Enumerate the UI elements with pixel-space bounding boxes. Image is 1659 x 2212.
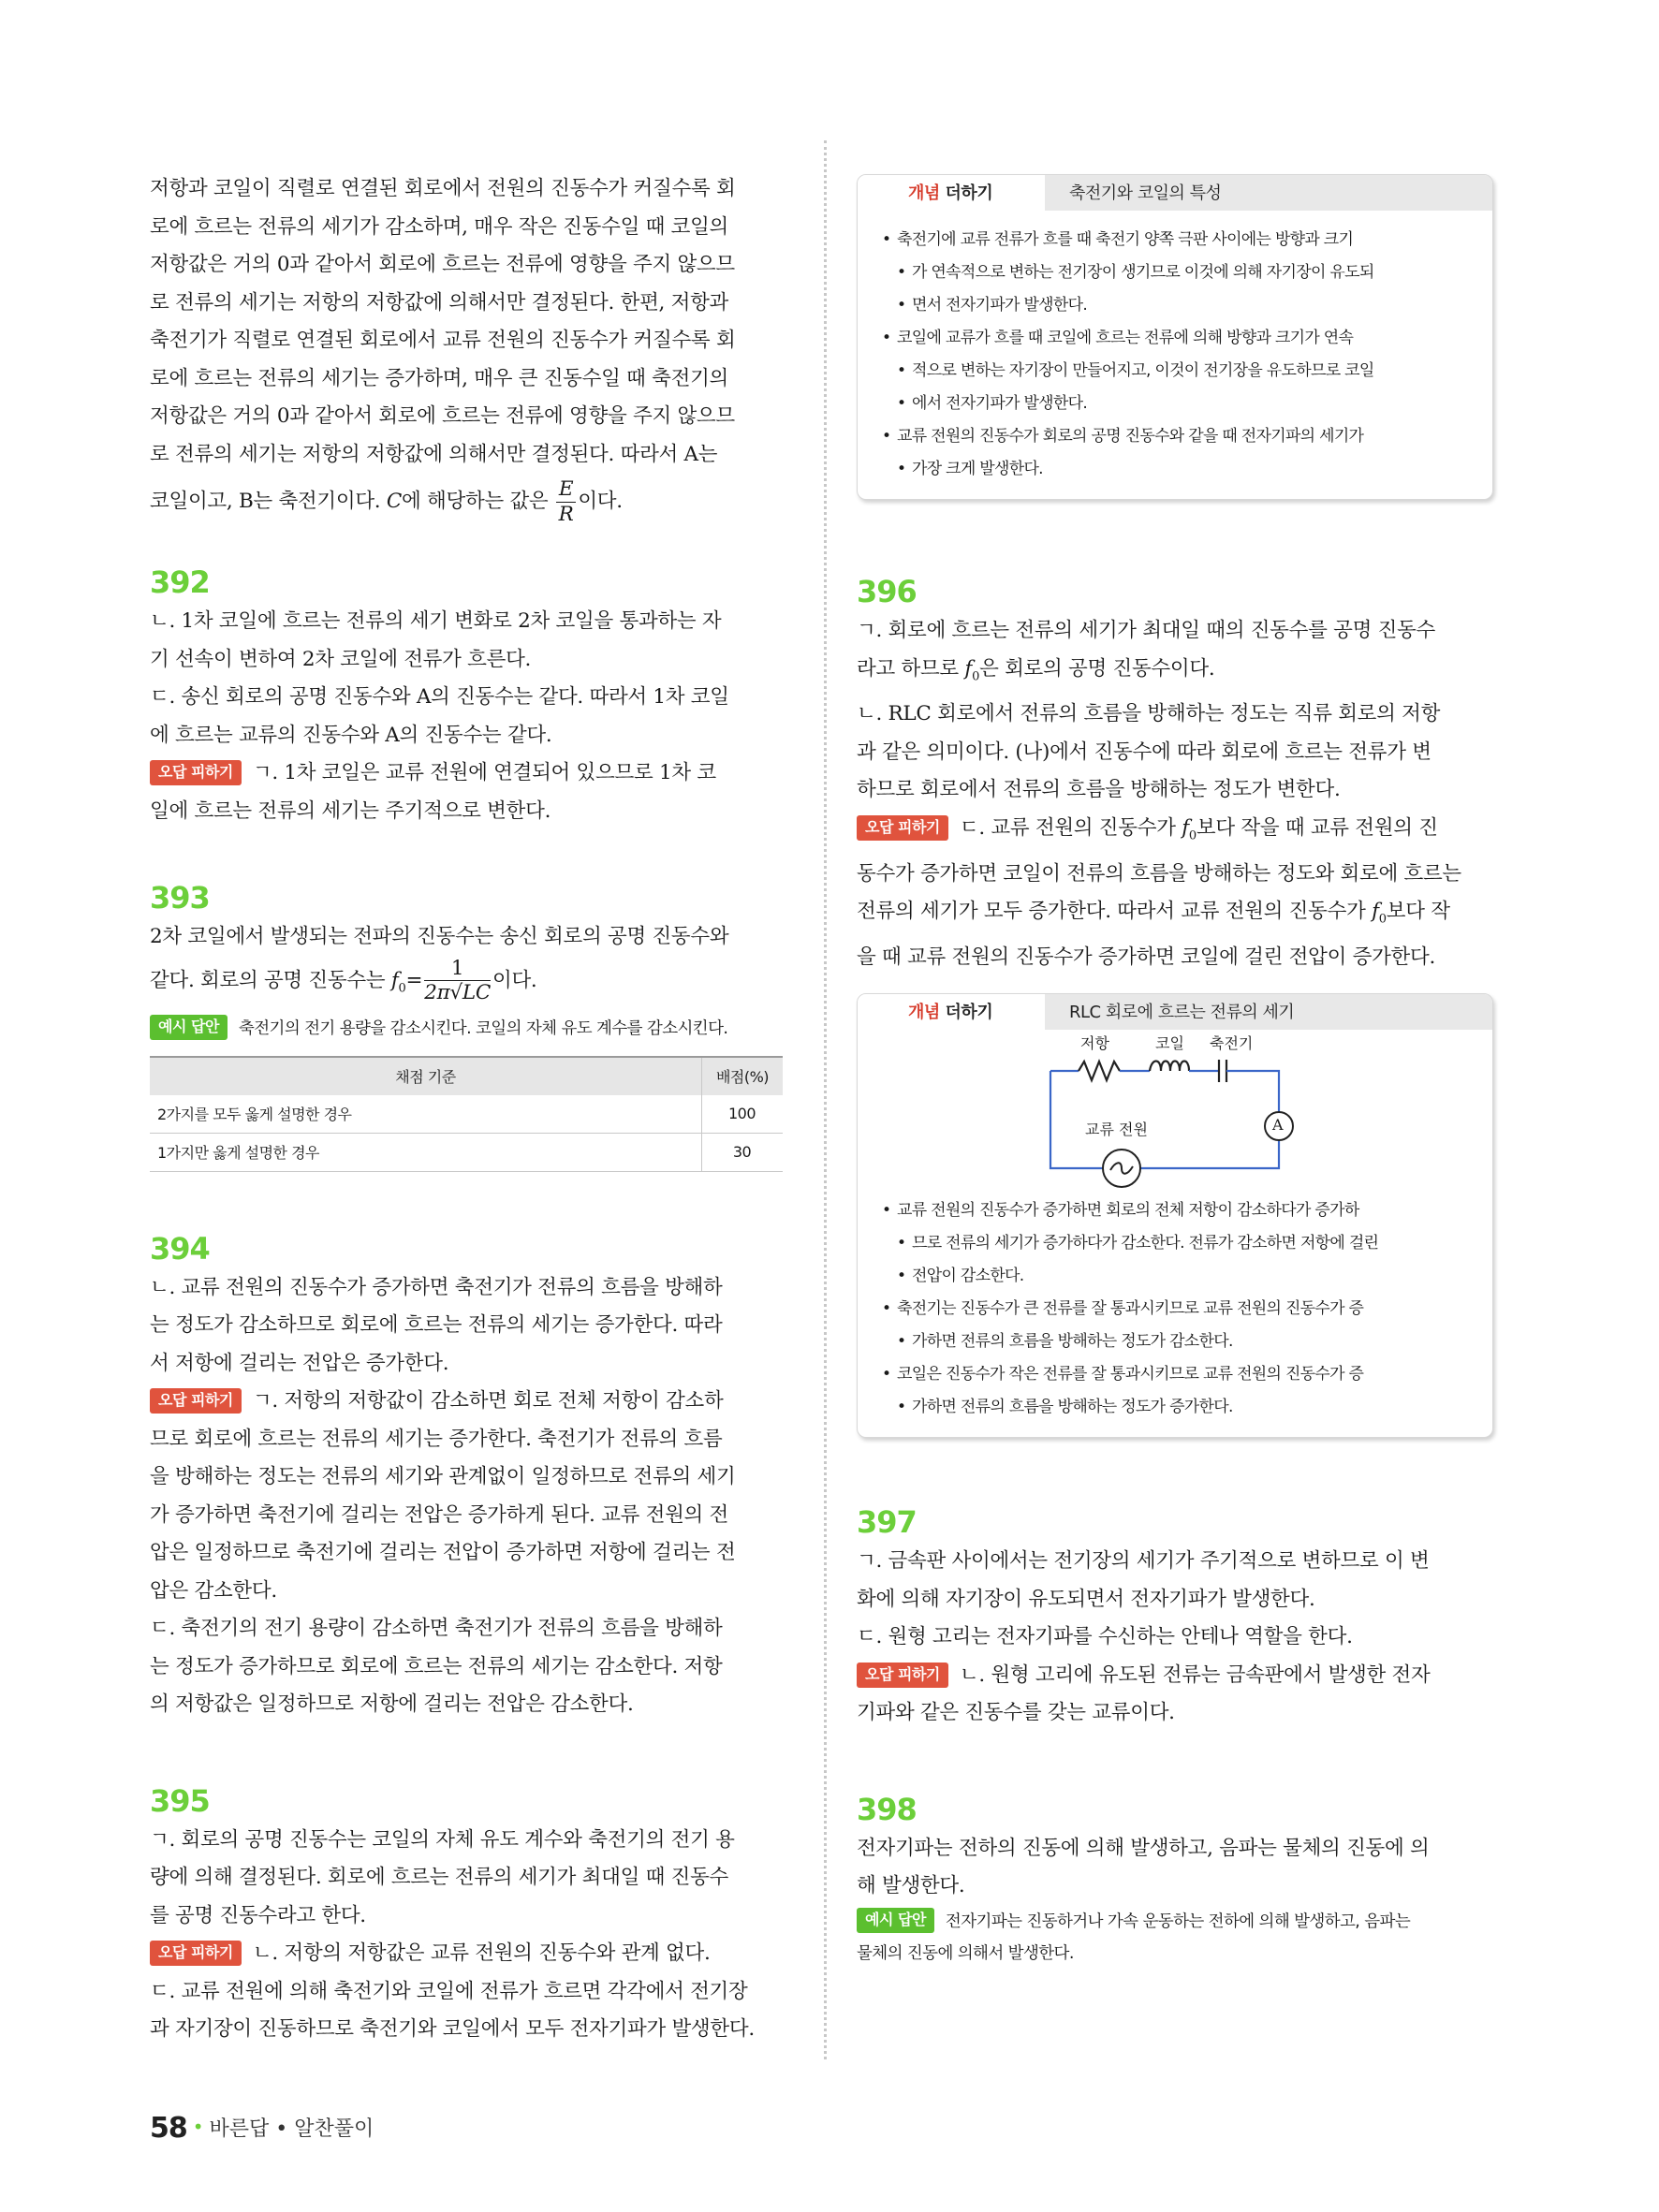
text-span: ㄱ. 저항의 저항값이 감소하면 회로 전체 저항이 감소하 — [252, 1389, 724, 1414]
question-number: 398 — [857, 1791, 917, 1827]
tab-label-red: 개념 — [908, 1003, 940, 1023]
resonance-frequency-fraction — [424, 956, 491, 1004]
tab-label-red: 개념 — [908, 183, 940, 203]
bullet-continuation — [882, 1326, 1470, 1358]
text-span: 2π — [424, 981, 450, 1004]
text-span: 가하면 전류의 흐름을 방해하는 정도가 증가한다. — [912, 1398, 1233, 1417]
answer-397 — [857, 1503, 1503, 1733]
subscript: 0 — [398, 980, 406, 995]
right-column — [857, 174, 1503, 1970]
text-span: 보다 작을 때 교류 전원의 진 — [1196, 815, 1438, 840]
avoid-wrong-line — [857, 810, 1503, 856]
fraction-numerator: E — [556, 479, 576, 503]
table-cell: 30 — [702, 1133, 784, 1171]
text-line: 저항값은 거의 0과 같아서 회로에 흐르는 전류에 영향을 주지 않으므 — [150, 253, 735, 276]
box-title: RLC 회로에 흐르는 전류의 세기 — [1069, 1003, 1295, 1023]
example-answer-line — [150, 1013, 786, 1045]
bullet-continuation — [882, 289, 1470, 322]
table-row — [150, 1133, 783, 1171]
text-line: ㄱ. 회로의 공명 진동수는 코일의 자체 유도 계수와 축전기의 전기 용 — [150, 1827, 735, 1852]
text-line: 일에 흐르는 전류의 세기는 주기적으로 변한다. — [150, 798, 551, 823]
text-line: 저항값은 거의 0과 같아서 회로에 흐르는 전류에 영향을 주지 않으므 — [150, 404, 735, 428]
page-footer — [150, 2112, 374, 2145]
text-line: 기 선속이 변하여 2차 코일에 전류가 흐른다. — [150, 647, 532, 671]
question-number: 397 — [857, 1504, 917, 1541]
text-line: 서 저항에 걸리는 전압은 증가한다. — [150, 1351, 449, 1375]
bullet-continuation — [882, 355, 1470, 388]
text-line: 로에 흐르는 전류의 세기는 증가하며, 매우 큰 진동수일 때 축전기의 — [150, 366, 729, 390]
text-line: 의 저항값은 일정하므로 저항에 걸리는 전압은 감소한다. — [150, 1692, 634, 1717]
coil-label: 코일 — [1155, 1034, 1184, 1053]
bullet-item — [882, 224, 1470, 322]
question-number: 395 — [150, 1782, 210, 1819]
left-column — [150, 170, 786, 2049]
coil-symbol — [1150, 1062, 1189, 1072]
text-span: 라고 하므로 — [857, 656, 965, 681]
text-line: 에 흐르는 교류의 진동수와 A의 진동수는 같다. — [150, 723, 552, 747]
text-span: ㄱ. 1차 코일은 교류 전원에 연결되어 있으므로 1차 코 — [252, 761, 716, 784]
text-span: 적으로 변하는 자기장이 만들어지고, 이것이 전기장을 유도하므로 코일 — [912, 361, 1374, 380]
text-line: ㄱ. 회로에 흐르는 전류의 세기가 최대일 때의 진동수를 공명 진동수 — [857, 619, 1436, 642]
resistor-symbol — [1079, 1062, 1120, 1080]
text-span: 이다. — [492, 968, 537, 992]
avoid-wrong-tag: 오답 피하기 — [150, 1388, 242, 1414]
text-line: 을 때 교류 전원의 진동수가 증가하면 코일에 걸린 전압이 증가한다. — [857, 945, 1436, 969]
text-line: 전자기파는 전하의 진동에 의해 발생하고, 음파는 물체의 진동에 의 — [857, 1836, 1430, 1860]
page-number: 58 — [150, 2112, 187, 2145]
text-line: 는 정도가 감소하므로 회로에 흐르는 전류의 세기는 증가한다. 따라 — [150, 1313, 723, 1338]
text-line: 동수가 증가하면 코일이 전류의 흐름을 방해하는 정도와 회로에 흐르는 — [857, 861, 1461, 886]
variable-f: f — [964, 656, 973, 681]
text-span: 가 연속적으로 변하는 전기장이 생기므로 이것에 의해 자기장이 유도되 — [912, 263, 1374, 282]
table-header: 배점(%) — [702, 1057, 784, 1095]
table-cell: 2가지를 모두 옳게 설명한 경우 — [150, 1095, 702, 1134]
question-number: 393 — [150, 880, 210, 916]
text-span: 이다. — [578, 490, 623, 513]
resistor-label: 저항 — [1080, 1034, 1109, 1053]
circuit-wire — [1140, 1140, 1279, 1168]
text-span: ㄴ. 원형 고리에 유도된 전류는 금속판에서 발생한 전자 — [959, 1663, 1431, 1687]
fraction-e-over-r — [556, 479, 576, 524]
text-span: 가하면 전류의 흐름을 방해하는 정도가 감소한다. — [912, 1332, 1233, 1352]
text-span: 전압이 감소한다. — [912, 1267, 1024, 1286]
text-line: ㄴ. RLC 회로에서 전류의 흐름을 방해하는 정도는 직류 회로의 저항 — [857, 702, 1441, 726]
variable-f: f — [1182, 815, 1189, 840]
text-line: 량에 의해 결정된다. 회로에 흐르는 전류의 세기가 최대일 때 진동수 — [150, 1866, 729, 1890]
fraction-denominator: R — [558, 502, 574, 526]
bullet-item — [882, 322, 1470, 420]
column-divider — [824, 140, 827, 2059]
text-line: ㄱ. 금속판 사이에서는 전기장의 세기가 주기적으로 변하므로 이 변 — [857, 1549, 1430, 1574]
concept-box-rlc-circuit — [857, 993, 1493, 1438]
variable-c: C — [386, 490, 403, 513]
answer-398 — [857, 1791, 1503, 1970]
question-number: 396 — [857, 574, 917, 609]
table-cell: 100 — [702, 1095, 784, 1134]
answer-396 — [857, 573, 1503, 976]
bullet-continuation — [882, 388, 1470, 420]
bullet-line: • 축전기는 진동수가 큰 전류를 잘 통과시키므로 교류 전원의 진동수가 증 — [882, 1293, 1470, 1326]
text-line: 는 정도가 증가하므로 회로에 흐르는 전류의 세기는 감소한다. 저항 — [150, 1654, 723, 1678]
text-span: 가장 크게 발생한다. — [912, 460, 1043, 478]
ac-source-label: 교류 전원 — [1085, 1121, 1148, 1139]
text-span: 같다. 회로의 공명 진동수는 — [150, 968, 391, 992]
bullet-dot-icon: • — [192, 2116, 204, 2138]
example-answer-text: 전자기파는 진동하거나 가속 운동하는 전하에 의해 발생하고, 음파는 — [945, 1912, 1411, 1931]
subscript: 0 — [1378, 912, 1387, 927]
avoid-wrong-line — [150, 1383, 786, 1421]
text-line-with-formula — [150, 957, 786, 1013]
text-line: 과 자기장이 진동하므로 축전기와 코일에서 모두 전자기파가 발생한다. — [150, 2017, 755, 2042]
text-span: 전류의 세기가 모두 증가한다. 따라서 교류 전원의 진동수가 — [857, 900, 1373, 924]
text-line: 로에 흐르는 전류의 세기가 감소하며, 매우 작은 진동수일 때 코일의 — [150, 214, 729, 239]
text-line: 을 방해하는 정도는 전류의 세기와 관계없이 일정하므로 전류의 세기 — [150, 1465, 736, 1489]
example-answer-line — [857, 1906, 1503, 1938]
avoid-wrong-tag: 오답 피하기 — [150, 760, 242, 785]
capacitor-label: 축전기 — [1210, 1034, 1254, 1053]
text-span: ㄷ. 교류 전원의 진동수가 — [959, 815, 1182, 840]
text-line: 하므로 회로에서 전류의 흐름을 방해하는 정도가 변한다. — [857, 778, 1341, 802]
text-line — [857, 651, 1503, 696]
text-span: 은 회로의 공명 진동수이다. — [979, 656, 1215, 681]
text-span: 코일이고, B는 축전기이다. — [150, 490, 387, 513]
text-line-with-fraction — [150, 479, 786, 524]
text-line: 저항과 코일이 직렬로 연결된 회로에서 전원의 진동수가 커질수록 회 — [150, 177, 736, 200]
avoid-wrong-line — [857, 1657, 1503, 1695]
bullet-line: • 코일에 교류가 흐를 때 코일에 흐르는 전류에 의해 방향과 크기가 연속 — [882, 322, 1470, 355]
equals-sign: = — [405, 968, 423, 992]
scoring-table — [150, 1056, 783, 1172]
circuit-wire — [1226, 1071, 1279, 1112]
box-tab — [858, 175, 1045, 211]
concept-box-capacitor-coil — [857, 174, 1493, 500]
text-line: ㄷ. 교류 전원에 의해 축전기와 코일에 전류가 흐르면 각각에서 전기장 — [150, 1979, 748, 2003]
answer-394 — [150, 1230, 786, 1724]
bullet-item — [882, 1194, 1470, 1293]
text-line: 2차 코일에서 발생되는 전파의 진동수는 송신 회로의 공명 진동수와 — [150, 925, 729, 948]
text-line: 압은 감소한다. — [150, 1578, 277, 1603]
example-answer-tag: 예시 답안 — [857, 1908, 934, 1933]
footer-label: 바른답 • 알찬풀이 — [209, 2117, 374, 2141]
text-line: ㄷ. 원형 고리는 전자기파를 수신하는 안테나 역할을 한다. — [857, 1625, 1353, 1649]
box-header — [858, 175, 1492, 211]
example-answer-tag: 예시 답안 — [150, 1015, 228, 1040]
box-body — [858, 1189, 1492, 1437]
circuit-svg — [858, 1030, 1492, 1189]
box-header — [858, 994, 1492, 1030]
fraction-denominator: 2π√LC — [424, 981, 491, 1004]
box-body — [858, 211, 1492, 499]
text-line — [857, 893, 1503, 939]
text-span: 면서 전자기파가 발생한다. — [912, 296, 1088, 315]
text-line: 해 발생한다. — [857, 1874, 965, 1898]
example-answer-text: 축전기의 전기 용량을 감소시킨다. 코일의 자체 유도 계수를 감소시킨다. — [238, 1018, 728, 1038]
box-title: 축전기와 코일의 특성 — [1069, 183, 1222, 203]
text-line: 므로 회로에 흐르는 전류의 세기는 증가한다. 축전기가 전류의 흐름 — [150, 1427, 723, 1451]
text-line: 과 같은 의미이다. (나)에서 진동수에 따라 회로에 흐르는 전류가 변 — [857, 740, 1431, 764]
text-line: 로 전류의 세기는 저항의 저항값에 의해서만 결정된다. 따라서 A는 — [150, 442, 718, 466]
text-line: 로 전류의 세기는 저항의 저항값에 의해서만 결정된다. 한편, 저항과 — [150, 290, 729, 315]
avoid-wrong-line — [150, 754, 786, 793]
example-answer-line: 물체의 진동에 의해서 발생한다. — [857, 1943, 1074, 1963]
radicand: LC — [462, 981, 491, 1004]
tab-label: 더하기 — [939, 1003, 993, 1023]
bullet-continuation — [882, 453, 1470, 486]
subscript: 0 — [972, 668, 980, 683]
text-line: 를 공명 진동수라고 한다. — [150, 1903, 366, 1927]
question-number: 394 — [150, 1230, 210, 1267]
variable-f: f — [390, 968, 399, 992]
text-line: 압은 일정하므로 축전기에 걸리는 전압이 증가하면 저항에 걸리는 전 — [150, 1541, 736, 1565]
rlc-circuit-diagram — [858, 1030, 1492, 1189]
bullet-continuation — [882, 1260, 1470, 1293]
bullet-line: • 교류 전원의 진동수가 회로의 공명 진동수와 같을 때 전자기파의 세기가 — [882, 420, 1470, 453]
table-header: 채점 기준 — [150, 1057, 702, 1095]
text-span: 에 해당하는 값은 — [402, 490, 554, 513]
subscript: 0 — [1188, 828, 1197, 843]
answer-392 — [150, 564, 786, 830]
text-span: 므로 전류의 세기가 증가하다가 감소한다. 전류가 감소하면 저항에 걸린 — [912, 1234, 1379, 1253]
capacitor-symbol — [1219, 1060, 1226, 1082]
text-line: ㄴ. 1차 코일에 흐르는 전류의 세기 변화로 2차 코일을 통과하는 자 — [150, 609, 722, 633]
fraction-numerator: 1 — [424, 959, 491, 982]
question-number: 392 — [150, 564, 210, 600]
bullet-line: • 교류 전원의 진동수가 증가하면 회로의 전체 저항이 감소하다가 증가하 — [882, 1194, 1470, 1227]
variable-f: f — [1372, 900, 1379, 924]
avoid-wrong-line — [150, 1935, 786, 1973]
text-span: ㄴ. 저항의 저항값은 교류 전원의 진동수와 관계 없다. — [252, 1941, 711, 1966]
avoid-wrong-tag: 오답 피하기 — [857, 1663, 948, 1688]
box-tab — [858, 994, 1045, 1030]
text-line: ㄷ. 송신 회로의 공명 진동수와 A의 진동수는 같다. 따라서 1차 코일 — [150, 685, 729, 709]
text-span: 에서 전자기파가 발생한다. — [912, 394, 1088, 413]
bullet-line: • 축전기에 교류 전류가 흐를 때 축전기 양쪽 극판 사이에는 방향과 크기 — [882, 224, 1470, 256]
text-line: 축전기가 직렬로 연결된 회로에서 교류 전원의 진동수가 커질수록 회 — [150, 329, 736, 352]
avoid-wrong-tag: 오답 피하기 — [150, 1941, 242, 1966]
bullet-item — [882, 1358, 1470, 1424]
text-line: ㄴ. 교류 전원의 진동수가 증가하면 축전기가 전류의 흐름을 방해하 — [150, 1275, 723, 1299]
ammeter-label: A — [1272, 1116, 1284, 1135]
table-row — [150, 1095, 783, 1134]
tab-label: 더하기 — [939, 183, 993, 203]
bullet-item — [882, 1293, 1470, 1358]
text-line: 가 증가하면 축전기에 걸리는 전압은 증가하게 된다. 교류 전원의 전 — [150, 1502, 729, 1527]
table-cell: 1가지만 옳게 설명한 경우 — [150, 1133, 702, 1171]
bullet-continuation — [882, 1227, 1470, 1260]
answer-393 — [150, 879, 786, 1172]
bullet-continuation — [882, 256, 1470, 289]
avoid-wrong-tag: 오답 피하기 — [857, 815, 948, 841]
text-line: 기파와 같은 진동수를 갖는 교류이다. — [857, 1701, 1175, 1725]
answer-395 — [150, 1782, 786, 2049]
bullet-continuation — [882, 1391, 1470, 1424]
text-line: 화에 의해 자기장이 유도되면서 전자기파가 발생한다. — [857, 1587, 1315, 1611]
text-line: ㄷ. 축전기의 전기 용량이 감소하면 축전기가 전류의 흐름을 방해하 — [150, 1617, 723, 1641]
text-span: 보다 작 — [1386, 900, 1450, 924]
intro-section — [150, 170, 786, 524]
bullet-line: • 코일은 진동수가 작은 전류를 잘 통과시키므로 교류 전원의 진동수가 증 — [882, 1358, 1470, 1391]
bullet-item — [882, 420, 1470, 486]
